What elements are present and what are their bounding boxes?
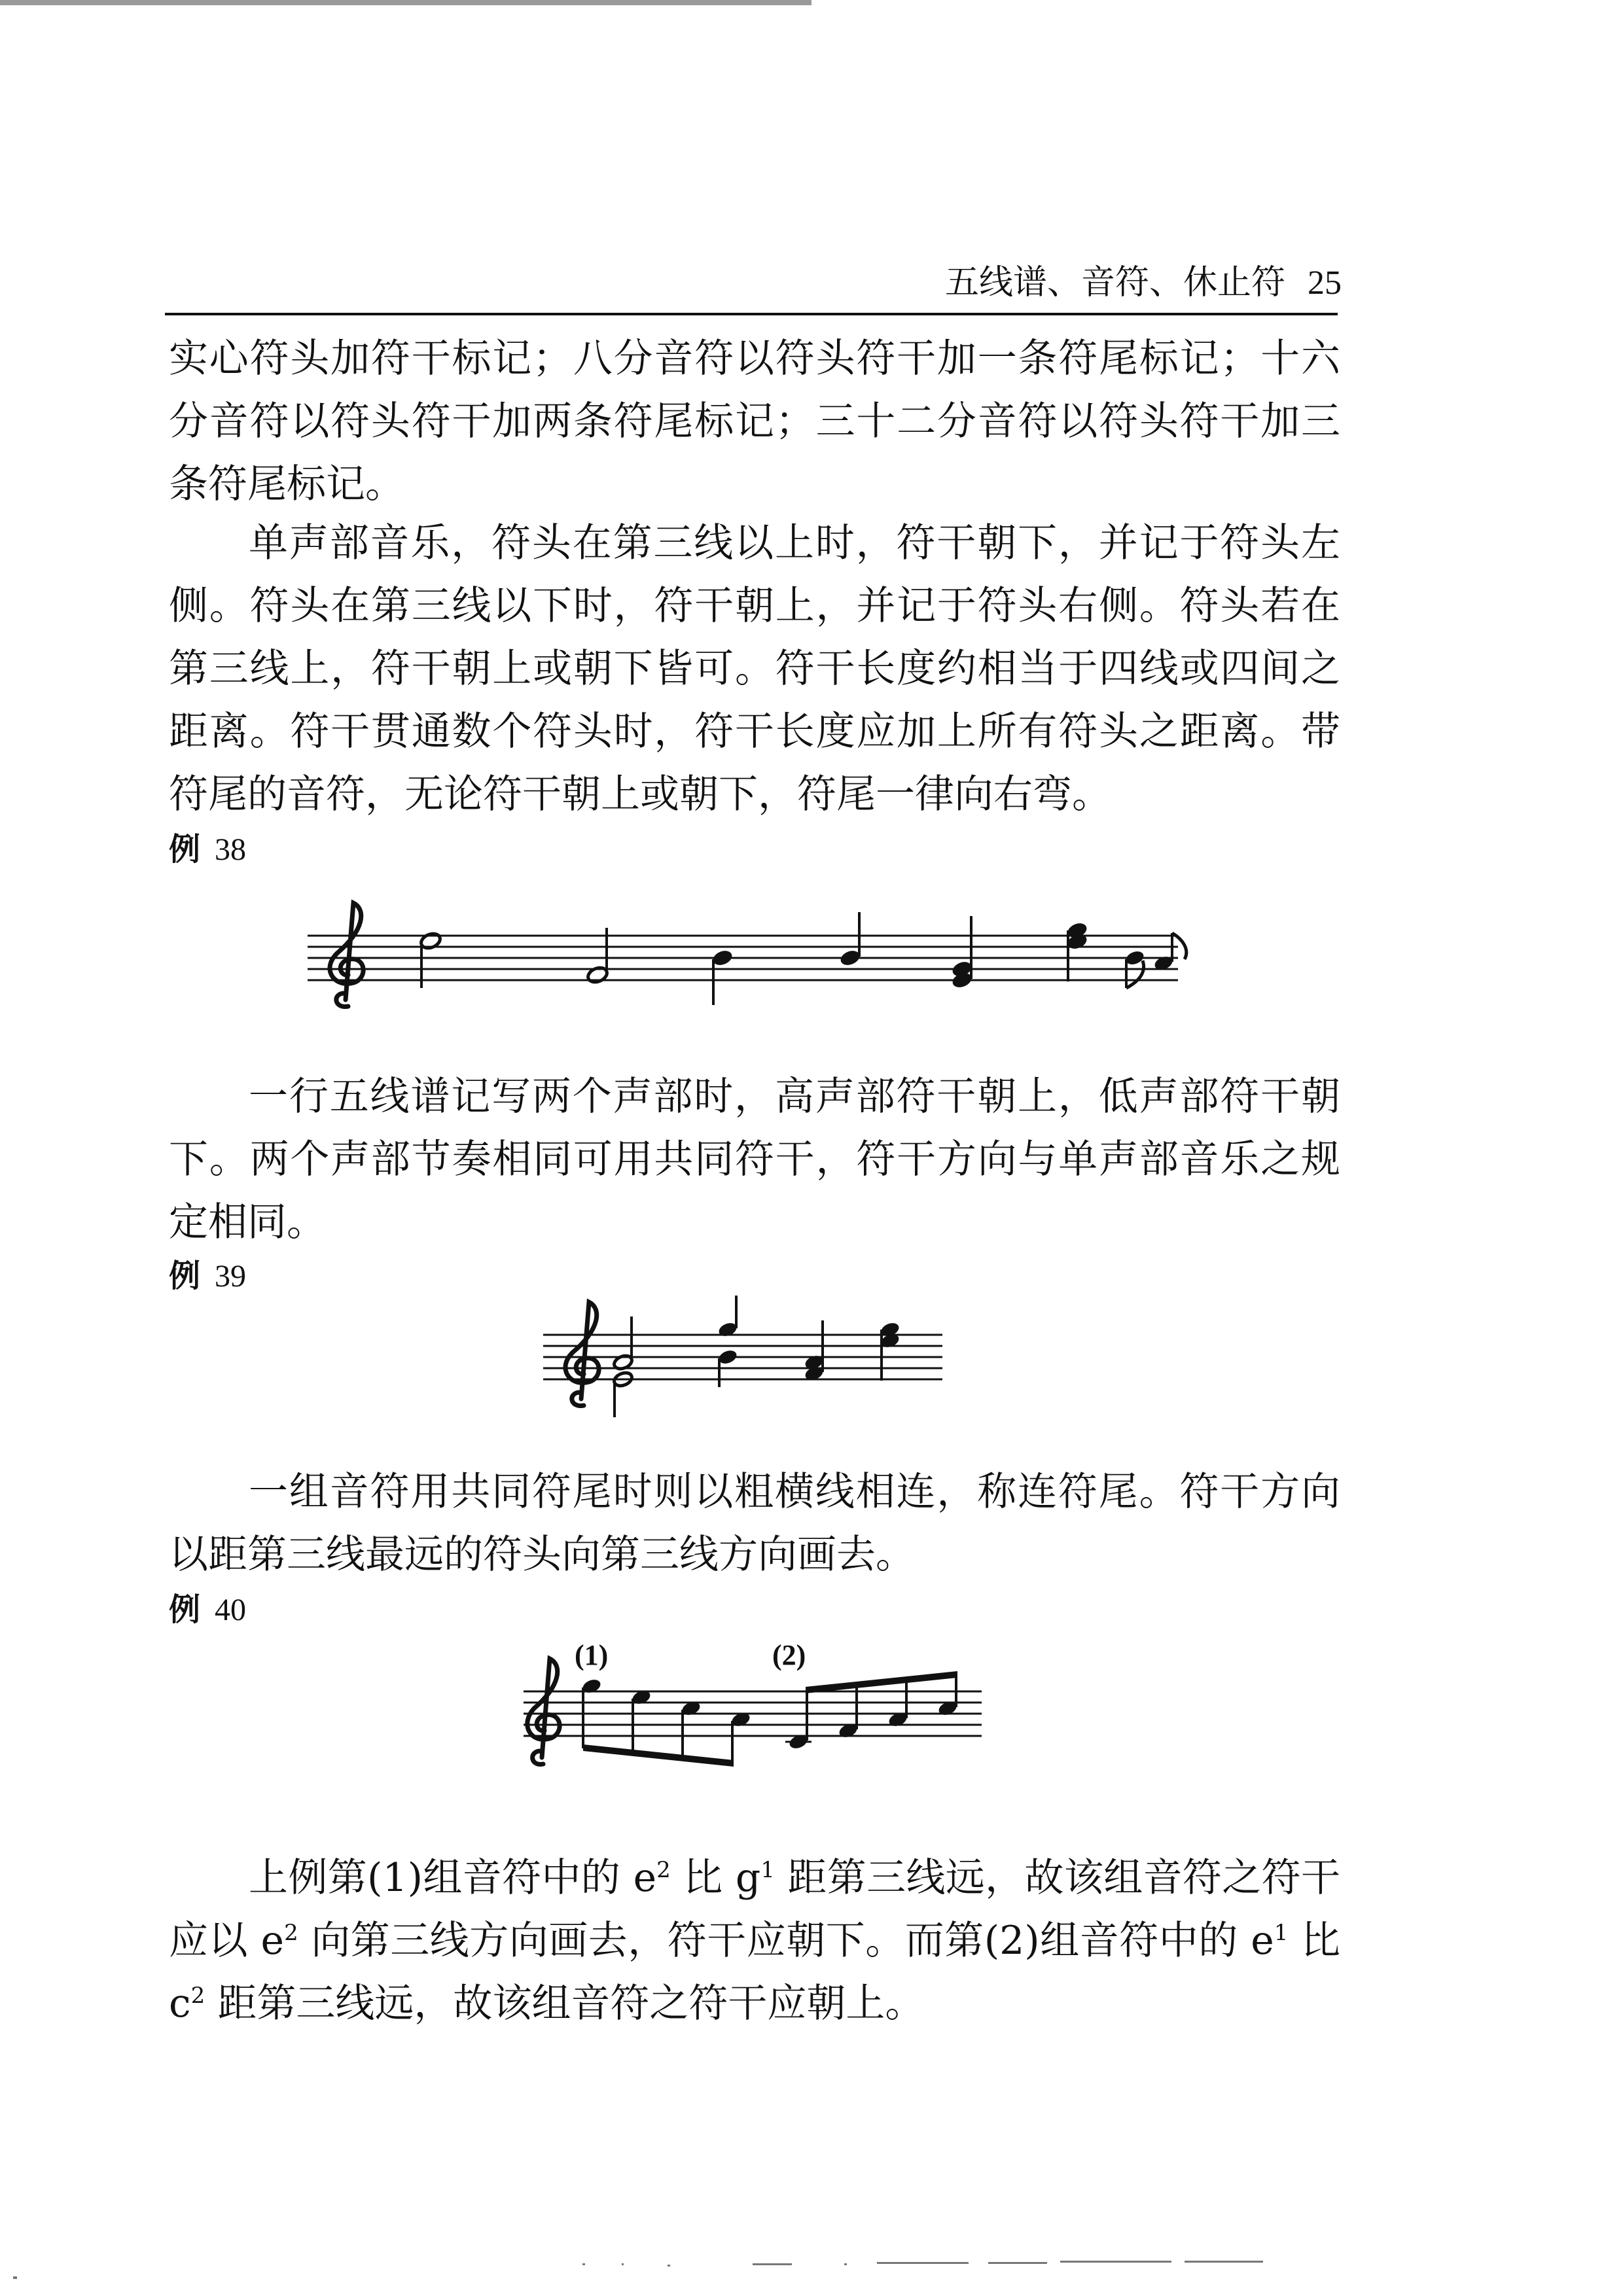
example-38-staff bbox=[308, 890, 1198, 1021]
paragraph-beams: 一组音符用共同符尾时则以粗横线相连，称连符尾。符干方向以距第三线最远的符头向第三线方向画去。 bbox=[169, 1469, 1340, 1578]
two-voice-quarter-notes-e2-b1 bbox=[717, 1296, 739, 1387]
group-1-label: (1) bbox=[575, 1639, 609, 1671]
running-header bbox=[844, 256, 1342, 309]
shared-stem-quarter-chord-c2-e2 bbox=[880, 1320, 901, 1381]
shared-stem-quarter-chord-a1-f1 bbox=[804, 1320, 825, 1383]
example-38-prefix: 例 bbox=[169, 831, 201, 868]
header-title: 五线谱、音符、休止符 bbox=[944, 263, 1285, 302]
para5-a: 上例第(1)组音符中的 e bbox=[249, 1855, 657, 1901]
example-38-label bbox=[169, 830, 246, 870]
example-40-number: 40 bbox=[215, 1593, 247, 1627]
para5-c: 距第三线远，故该组音符之符干应以 e bbox=[169, 1855, 1340, 1964]
chord-quarter-c2-e2-stem-down bbox=[1065, 921, 1088, 981]
example-39-label bbox=[169, 1256, 246, 1296]
note-quarter-b1-stem-up bbox=[838, 912, 861, 968]
note-eighth-a1-stem-up bbox=[1153, 933, 1186, 972]
beamed-group-2-stems-up bbox=[785, 1671, 958, 1751]
group-2-label: (2) bbox=[772, 1639, 806, 1671]
scan-noise-dots bbox=[0, 2231, 1623, 2296]
example-40-staff bbox=[524, 1636, 995, 1786]
para5-c-sup: 2 bbox=[284, 1920, 298, 1946]
para5-f: 距第三线远，故该组音符之符干应朝上。 bbox=[205, 1981, 925, 2026]
example-40-label bbox=[169, 1590, 246, 1630]
example-40-prefix: 例 bbox=[169, 1591, 201, 1628]
chord-quarter-e1-g1-stem-up bbox=[950, 916, 973, 990]
top-scan-line bbox=[0, 0, 812, 5]
two-voice-half-notes-a1-e1 bbox=[613, 1316, 634, 1417]
para5-a-sup: 2 bbox=[656, 1857, 671, 1883]
paragraph-single-voice: 单声部音乐，符头在第三线以上时，符干朝下，并记于符头左侧。符头在第三线以下时，符干朝上，并记于符头右侧。符头若在第三线上，符干朝上或朝下皆可。符干长度约相当于四线或四间之距离。符干贯通数个符头时，符干长度应加上所有符头之距离。带符尾的音符，无论符干朝上或朝下，符尾一律向右弯。 bbox=[169, 520, 1340, 817]
example-39-staff bbox=[543, 1289, 949, 1420]
paragraph-example-explanation bbox=[169, 1846, 1340, 2035]
para5-e-sup: 2 bbox=[190, 1983, 205, 2009]
example-38-number: 38 bbox=[215, 832, 247, 867]
staff-lines bbox=[524, 1691, 982, 1736]
example-39-prefix: 例 bbox=[169, 1258, 201, 1294]
para5-e: 比 c bbox=[169, 1918, 1340, 2026]
para5-b-sup: 1 bbox=[760, 1857, 775, 1883]
treble-clef-icon bbox=[527, 1659, 560, 1764]
beam-group-1 bbox=[583, 1744, 734, 1767]
paragraph-two-voices: 一行五线谱记写两个声部时，高声部符干朝上，低声部符干朝下。两个声部节奏相同可用共同符干，符干方向与单声部音乐之规定相同。 bbox=[169, 1074, 1340, 1245]
beam-group-2 bbox=[806, 1671, 957, 1693]
para5-d-sup: 1 bbox=[1274, 1920, 1289, 1946]
treble-clef-icon bbox=[565, 1302, 599, 1405]
para5-b: 比 g bbox=[670, 1855, 761, 1901]
treble-clef-icon bbox=[330, 903, 363, 1006]
note-quarter-b1-stem-down bbox=[711, 948, 734, 1005]
page-number: 25 bbox=[1308, 264, 1342, 302]
para5-d: 向第三线方向画去，符干应朝下。而第(2)组音符中的 e bbox=[298, 1918, 1274, 1964]
paragraph-note-stems: 实心符头加符干标记；八分音符以符头符干加一条符尾标记；十六分音符以符头符干加两条符尾标记；三十二分音符以符头符干加三条符尾标记。 bbox=[169, 336, 1340, 507]
example-39-number: 39 bbox=[215, 1259, 247, 1294]
header-rule bbox=[165, 313, 1338, 315]
